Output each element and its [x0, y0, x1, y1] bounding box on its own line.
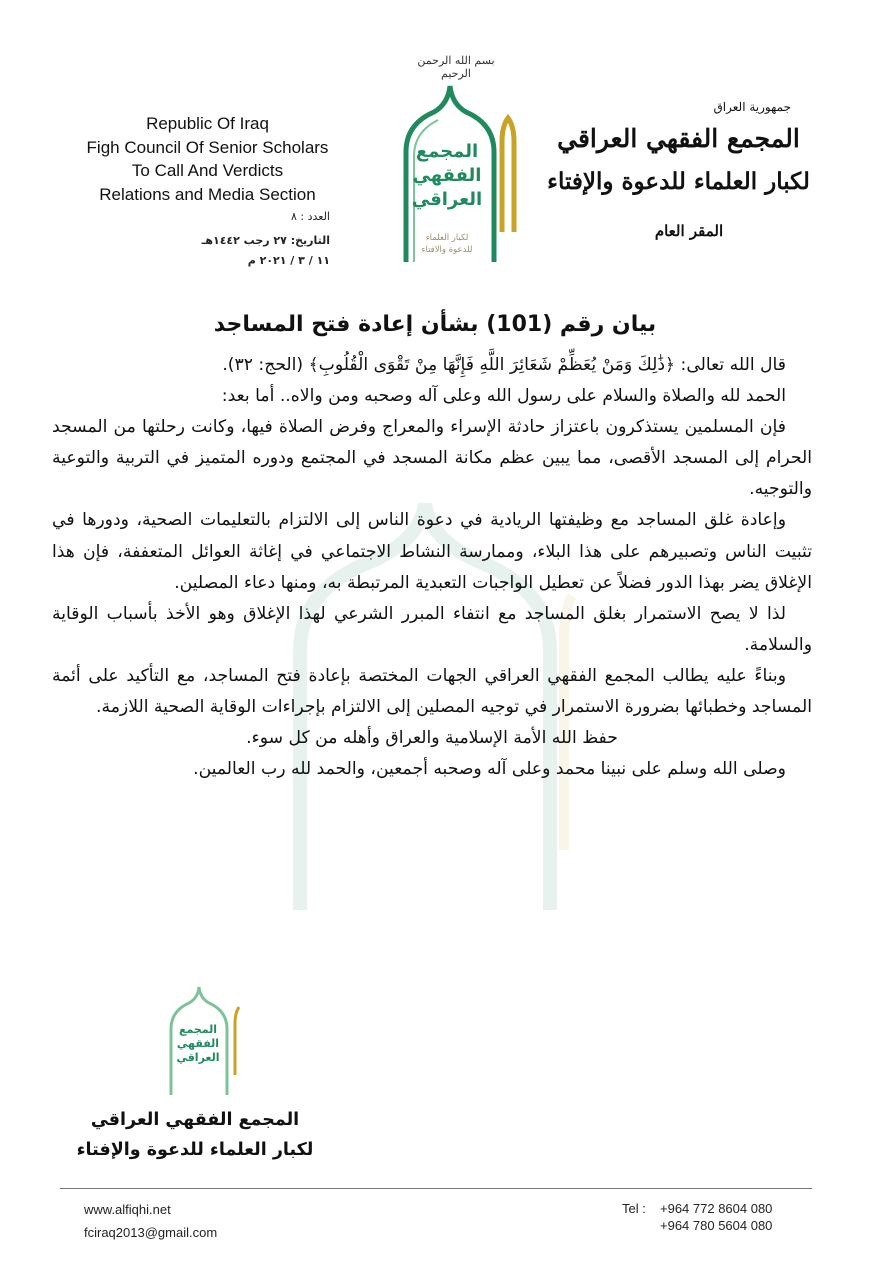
english-line-section: Relations and Media Section	[99, 184, 316, 204]
dua-line: حفظ الله الأمة الإسلامية والعراق وأهله من كل سوء.	[246, 728, 618, 749]
email-link[interactable]: fciraq2013@gmail.com	[84, 1225, 218, 1240]
footer-divider	[60, 1188, 812, 1189]
small-logo-line-2: الفقهي	[176, 1037, 220, 1050]
date-hijri: التاريخ: ٢٧ رجب ١٤٤٢هـ	[201, 234, 330, 247]
logo-line-1: المجمع	[415, 141, 479, 162]
logo-sub-1: لكبار العلماء	[425, 233, 469, 243]
tel-label: Tel :	[622, 1201, 646, 1216]
basmala: بسم الله الرحمن الرحيم	[417, 54, 495, 80]
english-line-call: To Call And Verdicts	[131, 161, 284, 180]
signature-line-2: لكبار العلماء للدعوة والإفتاء	[76, 1140, 314, 1160]
footer-phones	[622, 1200, 802, 1234]
small-logo-line-3: العراقي	[176, 1051, 220, 1064]
signature-block	[70, 1105, 320, 1165]
signature-line-1: المجمع الفقهي العراقي	[90, 1110, 300, 1130]
paragraph-3: لذا لا يصح الاستمرار بغلق المساجد مع انتفاء المبرر الشرعي لهذا الإغلاق وهو الأخذ بأسباب الوقاية والسلامة.	[52, 603, 812, 655]
statement-title: بيان رقم (101) بشأن إعادة فتح المساجد	[213, 312, 657, 337]
headquarters-label: المقر العام	[654, 222, 724, 240]
logo-sub-2: للدعوة والافتاء	[421, 245, 473, 255]
council-name-line2: لكبار العلماء للدعوة والإفتاء	[547, 168, 810, 195]
small-logo-line-1: المجمع	[178, 1023, 218, 1036]
paragraph-2: وإعادة غلق المساجد مع وظيفتها الريادية في دعوة الناس إلى الالتزام بالتعليمات الصحية، ودورها في تثبيت الناس وتصبيرهم على هذا البلاء، وممارسة النشاط الاجتماعي في إغاثة العوائل المتعففة، فإن هذا الإغلاق يضر بهذا الدور فضلاً عن تعطيل الواجبات التعبدية المرتبطة به، ومنها دعاء المصلين.	[52, 510, 812, 593]
council-logo	[398, 82, 518, 272]
paragraph-1: فإن المسلمين يستذكرون باعتزاز حادثة الإسراء والمعراج وفرض الصلاة فيها، وكانت رحلتها من المسجد الحرام إلى المسجد الأقصى، مما يبين عظم مكانة المسجد في المجتمع ودوره المتميز في التربية والتوعية والتوجيه.	[52, 417, 812, 500]
logo-line-2: الفقهي	[412, 165, 482, 186]
republic-arabic: جمهورية العراق	[713, 100, 791, 114]
phone-1[interactable]: +964 772 8604 080	[660, 1201, 773, 1216]
statement-body	[52, 350, 812, 785]
paragraph-4: وبناءً عليه يطالب المجمع الفقهي العراقي الجهات المختصة بإعادة فتح المساجد، مع التأكيد على أئمة المساجد وخطبائها بضرورة الاستمرار في توجيه المصلين إلى الالتزام بإجراءات الوقاية الصحية اللازمة.	[52, 665, 812, 718]
english-line-republic: Republic Of Iraq	[146, 114, 269, 133]
document-number: العدد : ٨	[290, 210, 330, 223]
date-gregorian: ١١ / ٣ / ٢٠٢١ م	[247, 254, 330, 267]
website-link[interactable]: www.alfiqhi.net	[84, 1202, 171, 1217]
signature-logo	[165, 985, 245, 1100]
english-line-council: Figh Council Of Senior Scholars	[86, 137, 329, 157]
logo-line-3: العراقي	[411, 189, 483, 210]
quran-quote: قال الله تعالى: ﴿ذَٰلِكَ وَمَنْ يُعَظِّمْ شَعَائِرَ اللَّهِ فَإِنَّهَا مِنْ تَقْوَى الْقُلُوبِ﴾ (الحج: ٣٢).	[222, 355, 786, 375]
phone-2[interactable]: +964 780 5604 080	[660, 1218, 773, 1233]
council-name-line1: المجمع الفقهي العراقي	[557, 124, 800, 153]
opening-praise: الحمد لله والصلاة والسلام على رسول الله وعلى آله وصحبه ومن والاه.. أما بعد:	[221, 386, 786, 407]
closing-line: وصلى الله وسلم على نبينا محمد وعلى آله وصحبه أجمعين، والحمد لله رب العالمين.	[193, 759, 786, 780]
footer-contact-web	[84, 1198, 217, 1244]
english-letterhead	[60, 112, 355, 206]
